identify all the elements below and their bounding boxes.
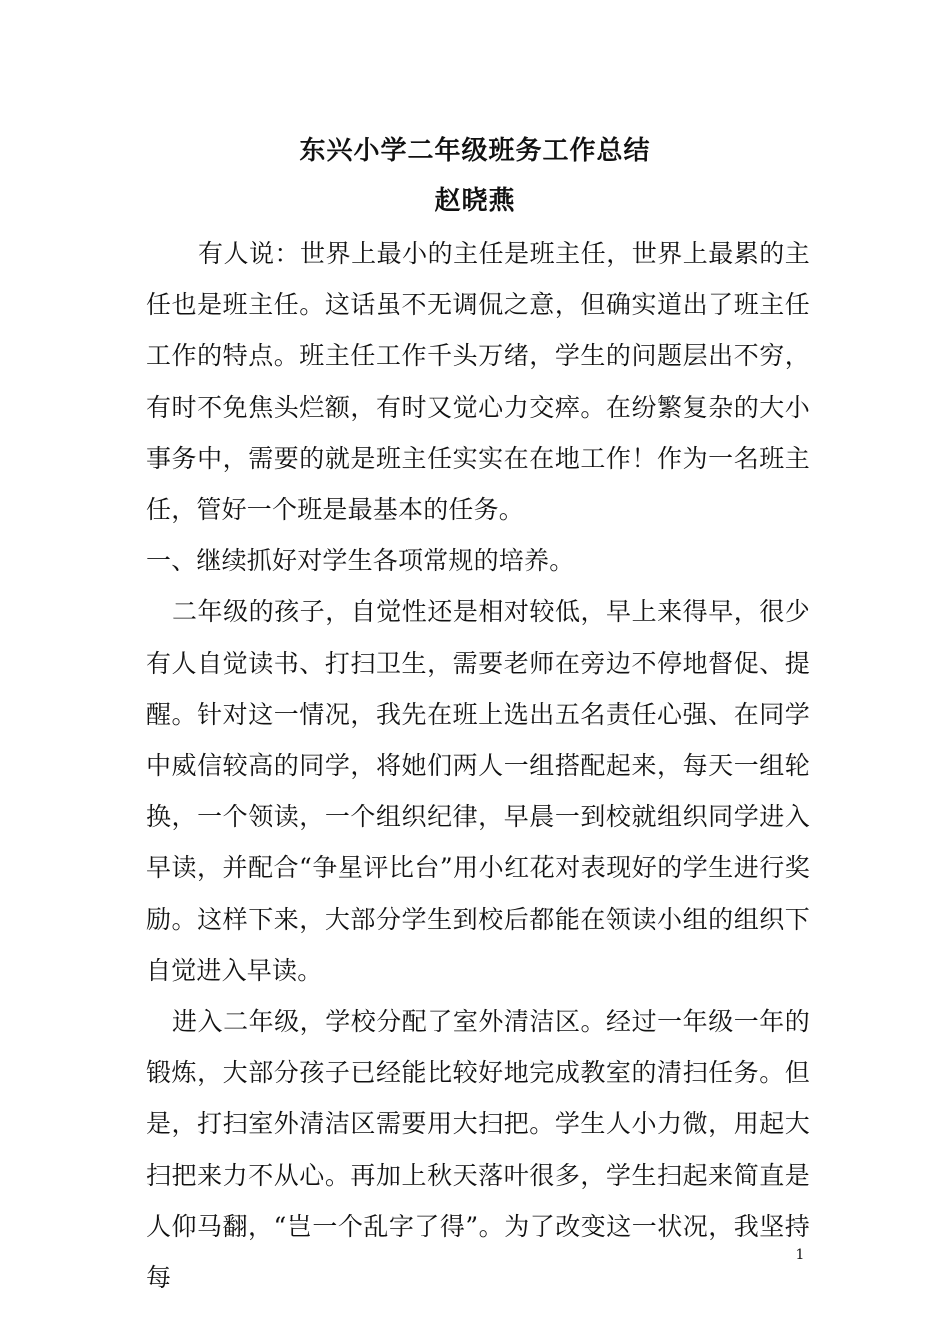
document-author: 赵晓燕	[434, 186, 516, 216]
paragraph-intro: 有人说：世界上最小的主任是班主任，世界上最累的主任也是班主任。这话虽不无调侃之意，但确实道出了班主任工作的特点。班主任工作千头万绪，学生的问题层出不穷，有时不免焦头烂额，有时又觉心力交瘁。在纷繁复杂的大小事务中，需要的就是班主任实实在在地工作！作为一名班主任，管好一个班是最基本的任务。	[146, 239, 810, 525]
section-heading-1: 一、继续抓好对学生各项常规的培养。	[146, 546, 575, 576]
document-title: 东兴小学二年级班务工作总结	[299, 136, 651, 166]
page-number: 1	[795, 1247, 805, 1263]
document-body	[146, 228, 810, 1303]
paragraph-morning-reading: 二年级的孩子，自觉性还是相对较低，早上来得早，很少有人自觉读书、打扫卫生，需要老师在旁边不停地督促、提醒。针对这一情况，我先在班上选出五名责任心强、在同学中威信较高的同学，将她们两人一组搭配起来，每天一组轮换，一个领读，一个组织纪律，早晨一到校就组织同学进入早读，并配合“争星评比台”用小红花对表现好的学生进行奖励。这样下来，大部分学生到校后都能在领读小组的组织下自觉进入早读。	[146, 597, 810, 985]
paragraph-cleaning-area: 进入二年级，学校分配了室外清洁区。经过一年级一年的锻炼，大部分孩子已经能比较好地完成教室的清扫任务。但是，打扫室外清洁区需要用大扫把。学生人小力微，用起大扫把来力不从心。再加上秋天落叶很多，学生扫起来简直是人仰马翻，“岂一个乱字了得”。为了改变这一状况，我坚持每	[146, 1007, 810, 1293]
